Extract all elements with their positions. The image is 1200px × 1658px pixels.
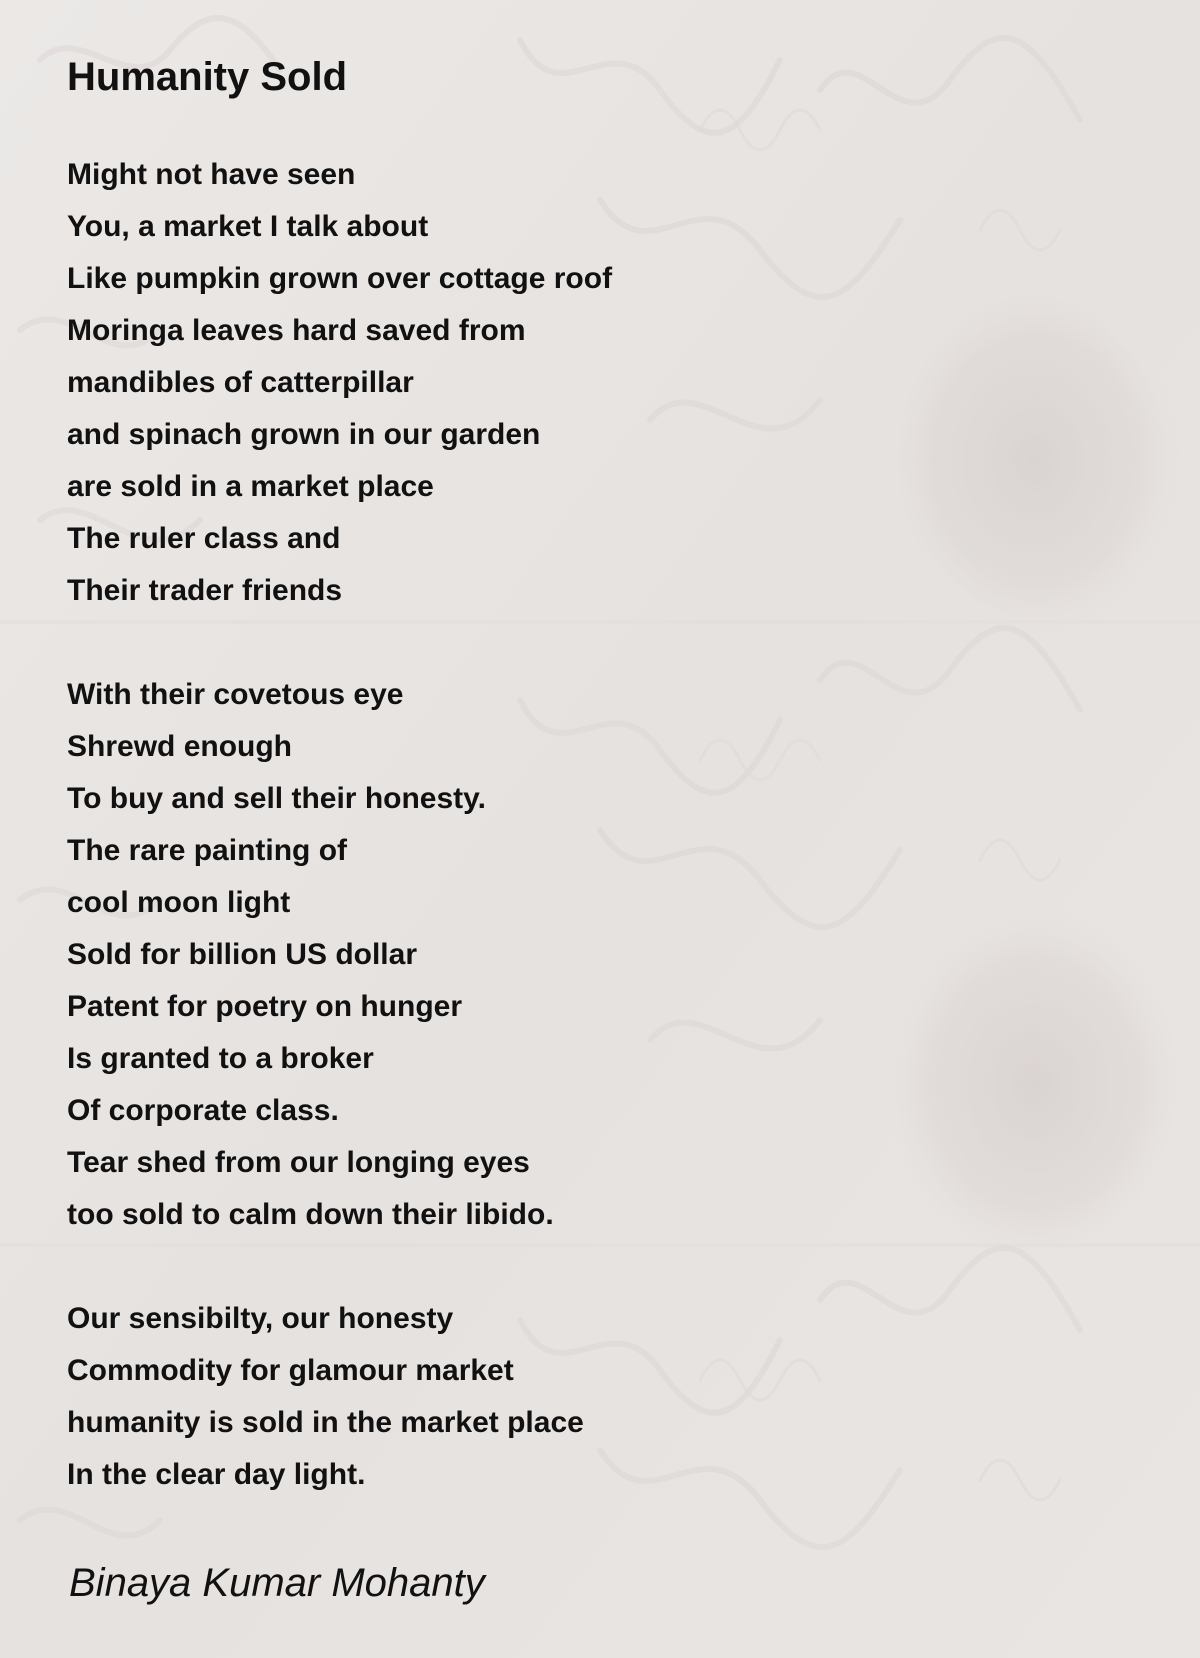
- poem-line: and spinach grown in our garden: [67, 418, 541, 451]
- poem-line: In the clear day light.: [67, 1458, 366, 1491]
- poem-line: You, a market I talk about: [67, 210, 429, 243]
- poem-author: Binaya Kumar Mohanty: [69, 1561, 485, 1605]
- poem-line: Sold for billion US dollar: [67, 938, 417, 971]
- poem-line: Might not have seen: [67, 158, 356, 191]
- poem-line: To buy and sell their honesty.: [67, 782, 486, 815]
- stanza-2: [67, 669, 554, 1241]
- poem-line: Commodity for glamour market: [67, 1354, 514, 1387]
- poem-line: Is granted to a broker: [67, 1042, 374, 1075]
- poem-line: With their covetous eye: [67, 678, 404, 711]
- poem-line: too sold to calm down their libido.: [67, 1198, 554, 1231]
- poem-line: Like pumpkin grown over cottage roof: [67, 262, 613, 295]
- poem-line: Moringa leaves hard saved from: [67, 314, 526, 347]
- poem-line: Of corporate class.: [67, 1094, 339, 1127]
- poem-line: Shrewd enough: [67, 730, 292, 763]
- poem-line: Our sensibilty, our honesty: [67, 1302, 454, 1335]
- poem-line: Patent for poetry on hunger: [67, 990, 463, 1023]
- poem-line: Tear shed from our longing eyes: [67, 1146, 530, 1179]
- poem-line: cool moon light: [67, 886, 291, 919]
- stanza-1: [67, 149, 612, 617]
- poem-line: The rare painting of: [67, 834, 348, 867]
- poem-line: Their trader friends: [67, 574, 343, 607]
- poem-title: Humanity Sold: [67, 55, 348, 99]
- poem-line: are sold in a market place: [67, 470, 434, 503]
- poem-line: humanity is sold in the market place: [67, 1406, 584, 1439]
- poem-line: mandibles of catterpillar: [67, 366, 414, 399]
- stanza-3: [67, 1293, 584, 1501]
- poem-line: The ruler class and: [67, 522, 341, 555]
